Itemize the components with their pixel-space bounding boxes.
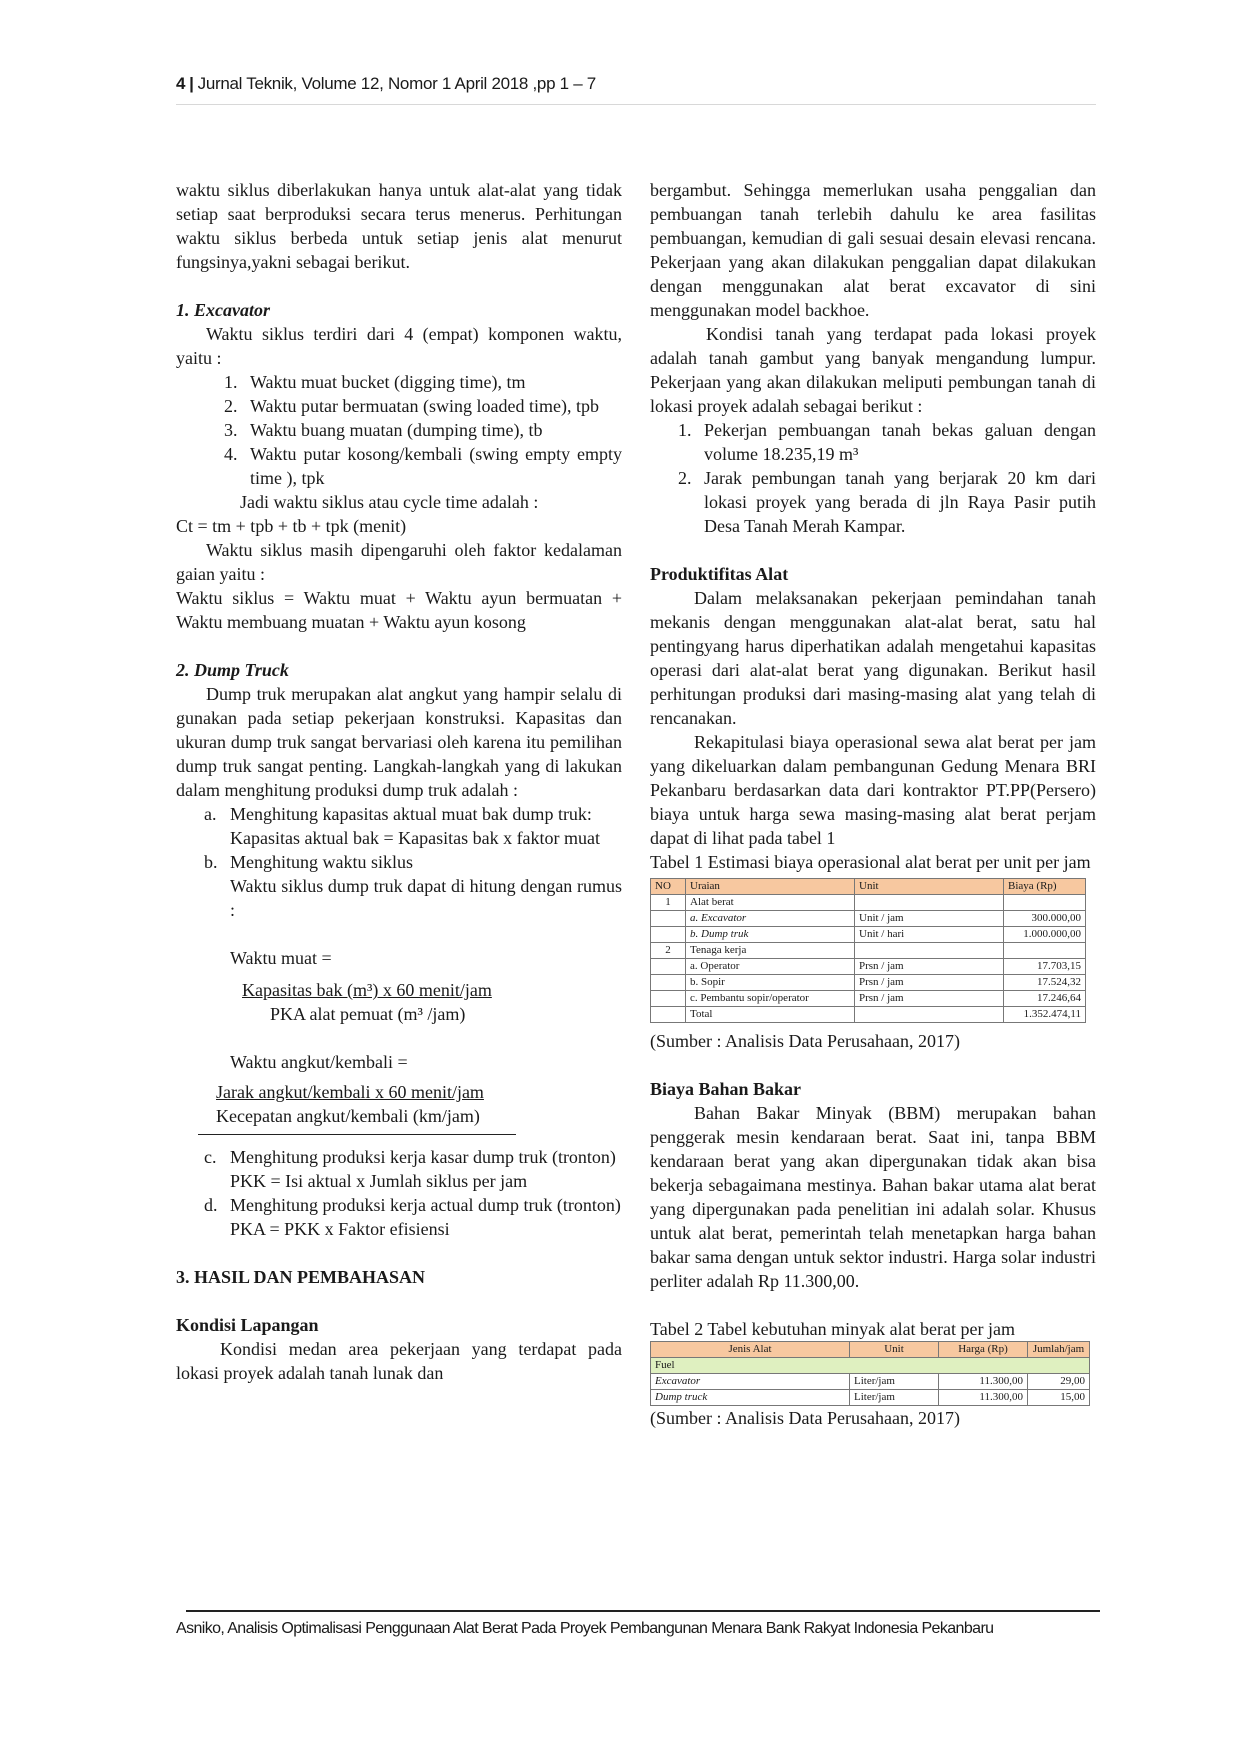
- table-row: Total 1.352.474,11: [651, 1007, 1086, 1023]
- fraction-denominator: PKA alat pemuat (m³ /jam): [270, 1004, 466, 1024]
- dump-steps-cont: [176, 1145, 622, 1241]
- list-item: d. Menghitung produksi kerja actual dump truk (tronton): [204, 1195, 621, 1215]
- divider-line: [198, 1134, 516, 1135]
- step-a-body: Kapasitas aktual bak = Kapasitas bak x faktor muat: [230, 828, 601, 848]
- formula-ct: Ct = tm + tpb + tb + tpk (menit): [176, 516, 407, 536]
- table-header: Harga (Rp): [939, 1342, 1028, 1358]
- cycle-time-intro: Jadi waktu siklus atau cycle time adalah :: [240, 492, 539, 512]
- paragraph-dump-truck: Dump truk merupakan alat angkut yang hampir selalu di gunakan pada setiap pekerjaan konstruksi. Kapasitas dan ukuran dump truk sangat bervariasi oleh karena itu pemilihan dump truk sangat penting. Langkah-langkah yang di lakukan dalam menghitung produksi dump truk adalah :: [176, 684, 622, 800]
- table2-caption: Tabel 2 Tabel kebutuhan minyak alat berat per jam: [650, 1319, 1016, 1339]
- heading-excavator: 1. Excavator: [176, 300, 270, 320]
- table-header: Jenis Alat: [651, 1342, 850, 1358]
- paragraph-produktifitas-2: Rekapitulasi biaya operasional sewa alat berat per jam yang dikeluarkan dalam pembangunan Gedung Menara BRI Pekanbaru berdasarkan data dari kontraktor PT.PP(Persero) biaya untuk harga sewa masing-masing alat berat perjam dapat di lihat pada tabel 1: [650, 732, 1096, 848]
- work-items-list: [650, 418, 1096, 538]
- journal-info: Jurnal Teknik, Volume 12, Nomor 1 April 2018 ,pp 1 – 7: [197, 74, 596, 93]
- list-item: 4. Waktu putar kosong/kembali (swing empty empty time ), tpk: [224, 444, 622, 488]
- table1-caption: Tabel 1 Estimasi biaya operasional alat berat per unit per jam: [650, 852, 1091, 872]
- fraction-numerator: Jarak angkut/kembali x 60 menit/jam: [216, 1082, 484, 1102]
- excavator-components-list: [176, 370, 622, 490]
- table-row: Dump truck Liter/jam 11.300,00 15,00: [651, 1390, 1090, 1406]
- table-kebutuhan-minyak: [650, 1341, 1090, 1406]
- list-item: 2. Waktu putar bermuatan (swing loaded time), tpb: [224, 396, 599, 416]
- table-biaya-operasional: [650, 878, 1086, 1023]
- footer-divider: [186, 1610, 1100, 1612]
- step-c-body: PKK = Isi aktual x Jumlah siklus per jam: [230, 1171, 528, 1191]
- table-row: a. Excavator Unit / jam 300.000,00: [651, 911, 1086, 927]
- table-row: b. Sopir Prsn / jam 17.524,32: [651, 975, 1086, 991]
- table-row: 1 Alat berat: [651, 895, 1086, 911]
- paragraph-bbm: Bahan Bakar Minyak (BBM) merupakan bahan penggerak mesin kendaraan berat. Saat ini, tanpa BBM kendaraan berat yang akan dipergunakan tidak akan bisa bekerja sebagaimana mestinya. Bahan bakar utama alat berat yang dipergunakan pada penelitian ini adalah solar. Khusus untuk alat berat, pemerintah telah menetapkan harga bahan bakar sama dengan untuk sektor industri. Harga solar industri perliter adalah Rp 11.300,00.: [650, 1103, 1096, 1291]
- paragraph-excavator: Waktu siklus terdiri dari 4 (empat) komponen waktu, yaitu :: [176, 324, 622, 368]
- table1-source: (Sumber : Analisis Data Perusahaan, 2017): [650, 1031, 960, 1051]
- table-header: Unit: [855, 879, 1004, 895]
- table-row: Fuel: [651, 1358, 1090, 1374]
- table-row: c. Pembantu sopir/operator Prsn / jam 17.246,64: [651, 991, 1086, 1007]
- heading-kondisi-lapangan: Kondisi Lapangan: [176, 1315, 319, 1335]
- intro-paragraph: waktu siklus diberlakukan hanya untuk alat-alat yang tidak setiap saat berproduksi secara terus menerus. Perhitungan waktu siklus berbeda untuk setiap jenis alat menurut fungsinya,yakni sebagai berikut.: [176, 180, 622, 272]
- list-item: b. Menghitung waktu siklus: [204, 852, 413, 872]
- running-footer: Asniko, Analisis Optimalisasi Penggunaan Alat Berat Pada Proyek Pembangunan Menara Bank Rakyat Indonesia Pekanbaru: [176, 1620, 994, 1637]
- paragraph-depth-factor: Waktu siklus masih dipengaruhi oleh faktor kedalaman gaian yaitu :: [176, 540, 622, 584]
- table-row: 2 Tenaga kerja: [651, 943, 1086, 959]
- step-d-body: PKA = PKK x Faktor efisiensi: [230, 1219, 450, 1239]
- table-header: NO: [651, 879, 686, 895]
- heading-biaya-bahan-bakar: Biaya Bahan Bakar: [650, 1079, 802, 1099]
- table2-source: (Sumber : Analisis Data Perusahaan, 2017): [650, 1408, 960, 1428]
- fraction-waktu-muat: [242, 978, 622, 1026]
- list-item: 1. Waktu muat bucket (digging time), tm: [224, 372, 526, 392]
- step-b-body: Waktu siklus dump truk dapat di hitung dengan rumus :: [230, 876, 622, 920]
- fraction-waktu-angkut: [216, 1080, 622, 1128]
- table-header: Biaya (Rp): [1004, 879, 1086, 895]
- formula-cycle-sum: Waktu siklus = Waktu muat + Waktu ayun bermuatan + Waktu membuang muatan + Waktu ayun kosong: [176, 588, 622, 632]
- running-header: [176, 74, 1096, 105]
- heading-dump-truck: 2. Dump Truck: [176, 660, 289, 680]
- table-header: Jumlah/jam: [1028, 1342, 1090, 1358]
- waktu-muat-label: Waktu muat =: [230, 948, 332, 968]
- table-header: Uraian: [686, 879, 855, 895]
- header-separator: |: [189, 74, 194, 93]
- dump-steps: [176, 802, 622, 970]
- heading-hasil: 3. HASIL DAN PEMBAHASAN: [176, 1267, 426, 1287]
- list-item: a. Menghitung kapasitas aktual muat bak dump truk:: [204, 804, 592, 824]
- page-number: 4: [176, 74, 186, 93]
- fraction-numerator: Kapasitas bak (m³) x 60 menit/jam: [242, 980, 492, 1000]
- paragraph-produktifitas-1: Dalam melaksanakan pekerjaan pemindahan tanah mekanis dengan menggunakan alat-alat berat, satu hal pentingyang harus diperhatikan adalah mengetahui kapasitas operasi dari alat-alat berat yang digunakan. Berikut hasil perhitungan produksi dari masing-masing alat yang telah di rencanakan.: [650, 588, 1096, 728]
- table-row: Excavator Liter/jam 11.300,00 29,00: [651, 1374, 1090, 1390]
- left-column: [176, 178, 622, 1385]
- fraction-denominator: Kecepatan angkut/kembali (km/jam): [216, 1106, 480, 1126]
- list-item: c. Menghitung produksi kerja kasar dump truk (tronton): [204, 1147, 616, 1167]
- table-header: Unit: [850, 1342, 939, 1358]
- list-item: 2. Jarak pembungan tanah yang berjarak 20 km dari lokasi proyek yang berada di jln Raya Pasir putih Desa Tanah Merah Kampar.: [678, 468, 1096, 536]
- list-item: 1. Pekerjan pembuangan tanah bekas galuan dengan volume 18.235,19 m³: [678, 420, 1096, 464]
- heading-produktifitas: Produktifitas Alat: [650, 564, 789, 584]
- right-column: [650, 178, 1096, 1430]
- table-row: a. Operator Prsn / jam 17.703,15: [651, 959, 1086, 975]
- table-row: b. Dump truk Unit / hari 1.000.000,00: [651, 927, 1086, 943]
- paragraph-kondisi-tanah: Kondisi tanah yang terdapat pada lokasi proyek adalah tanah gambut yang banyak mengandung lumpur. Pekerjaan yang akan dilakukan meliputi pembungan tanah di lokasi proyek adalah sebagai berikut :: [650, 324, 1096, 416]
- list-item: 3. Waktu buang muatan (dumping time), tb: [224, 420, 543, 440]
- waktu-angkut-label: Waktu angkut/kembali =: [230, 1052, 408, 1072]
- paragraph-continued: bergambut. Sehingga memerlukan usaha penggalian dan pembuangan tanah terlebih dahulu ke area fasilitas pembuangan, kemudian di gali sesuai desain elevasi rencana. Pekerjaan yang akan dilakukan penggalian dapat dilakukan dengan menggunakan alat berat excavator di sini menggunakan model backhoe.: [650, 180, 1096, 320]
- paragraph-kondisi: Kondisi medan area pekerjaan yang terdapat pada lokasi proyek adalah tanah lunak dan: [176, 1339, 622, 1383]
